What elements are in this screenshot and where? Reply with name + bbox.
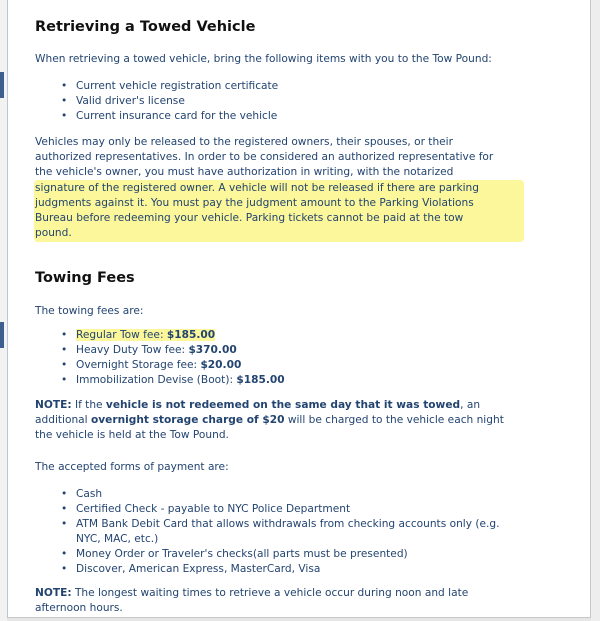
fee-label: Overnight Storage fee: <box>76 359 198 371</box>
note-text: The longest waiting times to retrieve a vehicle occur during noon and late <box>71 587 469 599</box>
list-item <box>35 358 285 373</box>
paragraph-text: signature of the registered owner. <box>35 181 215 194</box>
towing-fees-intro: The towing fees are: <box>35 305 144 317</box>
highlighted-text: A vehicle will not be released if there are parking <box>214 181 479 194</box>
list-item-text: NYC, MAC, etc.) <box>76 533 159 545</box>
scrollbar-track[interactable] <box>590 0 600 621</box>
paragraph-line <box>35 398 555 413</box>
paragraph-line: the vehicle is held at the Tow Pound. <box>35 429 229 442</box>
list-item <box>35 343 285 358</box>
paragraph-line: afternoon hours. <box>35 602 123 615</box>
fee-amount: $20.00 <box>200 359 242 371</box>
note-emphasis: overnight storage charge of $20 <box>90 414 285 427</box>
window-bottom-border <box>7 617 591 621</box>
highlighted-text: Bureau before redeeming your vehicle. Parking tickets cannot be paid at the tow <box>35 212 464 225</box>
section-title-towing-fees: Towing Fees <box>35 270 135 286</box>
frame-marker <box>0 72 4 98</box>
payment-methods-list <box>35 487 555 577</box>
paragraph-line: authorized representatives. In order to be considered an authorized representative for <box>35 151 494 164</box>
paragraph-line <box>35 413 555 428</box>
list-item <box>35 373 285 388</box>
list-item: • Valid driver's license <box>35 94 278 109</box>
note-label: NOTE: <box>35 399 72 411</box>
list-item-text: ATM Bank Debit Card that allows withdrawals from checking accounts only (e.g. <box>76 518 500 530</box>
note-label: NOTE: <box>35 587 72 599</box>
fee-label: Heavy Duty Tow fee: <box>76 344 186 356</box>
list-item: • Certified Check - payable to NYC Police Department <box>35 502 555 517</box>
required-items-list <box>35 79 278 124</box>
list-item: • Discover, American Express, MasterCard, Visa <box>35 562 555 577</box>
fee-amount: $185.00 <box>236 374 285 386</box>
list-item <box>35 517 555 547</box>
note-emphasis: vehicle is not redeemed on the same day that it was towed <box>105 399 461 411</box>
payment-intro: The accepted forms of payment are: <box>35 461 229 473</box>
list-item: • Money Order or Traveler's checks(all parts must be presented) <box>35 547 555 562</box>
fees-list <box>35 328 285 388</box>
highlighted-text: judgments against it. You must pay the judgment amount to the Parking Violations <box>35 196 474 209</box>
fee-label: Immobilization Devise (Boot): <box>76 374 234 386</box>
section-title-retrieving: Retrieving a Towed Vehicle <box>35 19 256 35</box>
fee-amount: $370.00 <box>188 344 237 356</box>
storage-note <box>35 398 555 444</box>
list-item: • Cash <box>35 487 555 502</box>
paragraph-line <box>35 586 555 601</box>
retrieving-intro: When retrieving a towed vehicle, bring the following items with you to the Tow Pound: <box>35 53 492 65</box>
frame-marker <box>0 322 4 348</box>
note-text: If the <box>71 399 106 411</box>
paragraph-line: Vehicles may only be released to the registered owners, their spouses, or their <box>35 136 453 148</box>
window-left-border <box>0 0 8 621</box>
list-item: • Current vehicle registration certificate <box>35 79 278 94</box>
highlighted-fee <box>76 329 215 341</box>
release-paragraph <box>35 135 555 241</box>
note-text: , an <box>460 399 481 411</box>
paragraph-line: the vehicle's owner, you must have authorization in writing, with the notarized <box>35 166 454 179</box>
highlighted-text: pound. <box>35 227 72 240</box>
paragraph-line <box>35 181 555 196</box>
waiting-note <box>35 586 555 616</box>
note-text: will be charged to the vehicle each night <box>284 414 504 427</box>
note-text: additional <box>35 414 91 427</box>
list-item: • Current insurance card for the vehicle <box>35 109 278 124</box>
fee-amount: $185.00 <box>166 329 216 341</box>
list-item <box>35 328 285 343</box>
fee-label: Regular Tow fee: <box>76 329 164 341</box>
